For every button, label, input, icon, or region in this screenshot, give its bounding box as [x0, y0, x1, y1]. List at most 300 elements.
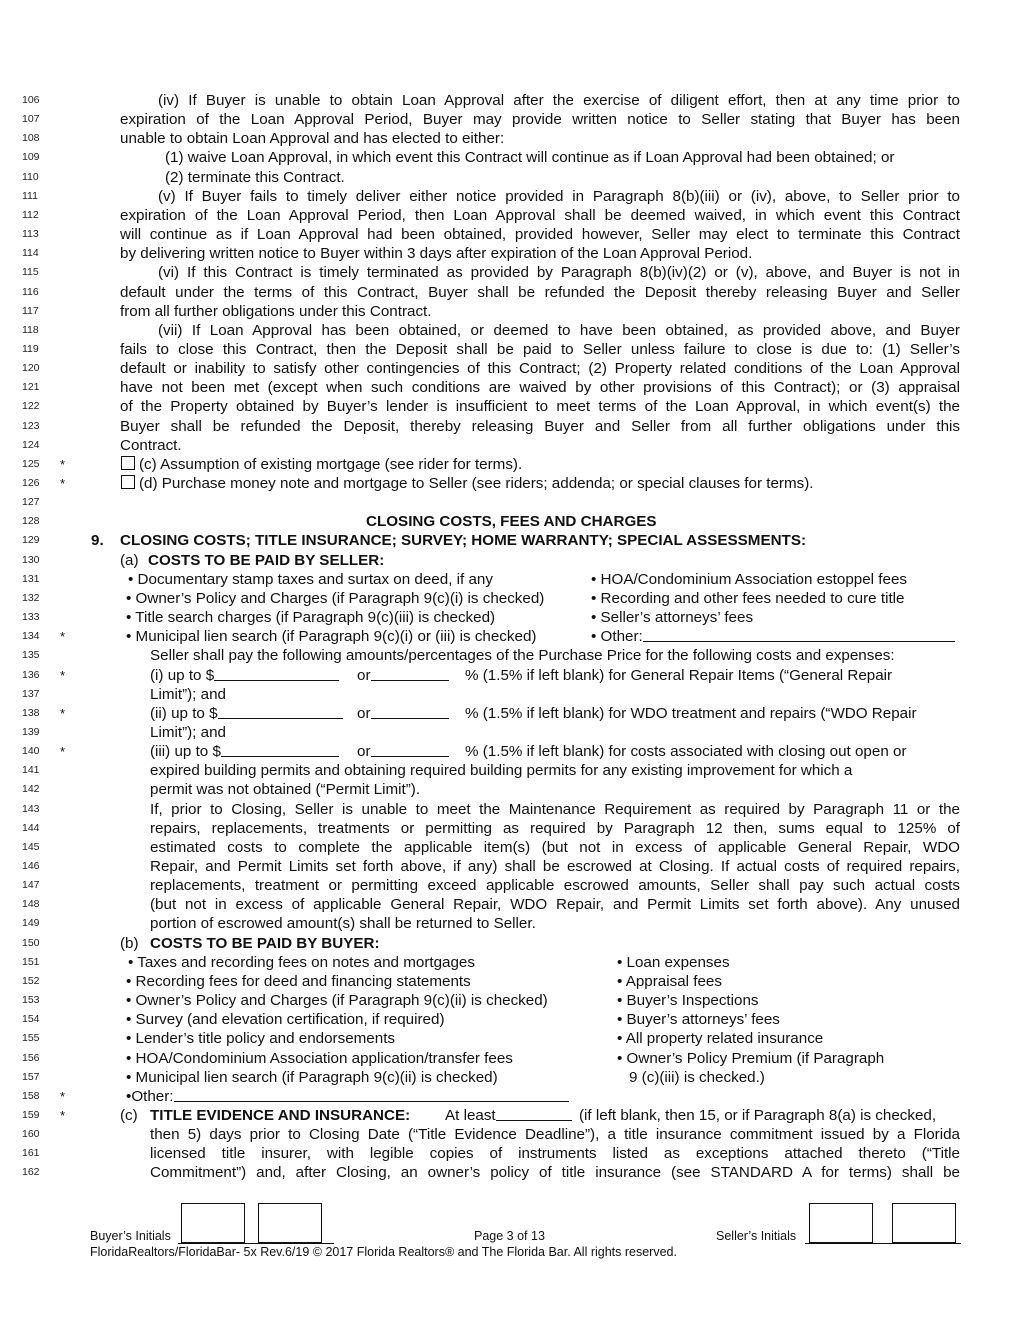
- line-segment: [126, 589, 544, 608]
- buyers-initials-label: Buyer’s Initials: [90, 1229, 171, 1243]
- line-text: or: [357, 666, 371, 684]
- document-line: [0, 417, 1020, 436]
- buyer-initials-box-2[interactable]: [258, 1203, 322, 1243]
- document-line: [0, 761, 1020, 780]
- document-line: [0, 129, 1020, 148]
- document-line: [0, 838, 1020, 857]
- line-segment: [120, 340, 960, 359]
- line-segment: [120, 225, 960, 244]
- line-text: portion of escrowed amount(s) shall be returned to Seller.: [150, 915, 536, 933]
- document-line: [0, 1144, 1020, 1163]
- line-segment: [629, 1068, 765, 1087]
- line-text: • Buyer’s attorneys’ fees: [617, 1011, 780, 1029]
- document-line: [0, 168, 1020, 187]
- line-number: 130: [22, 553, 40, 566]
- line-segment: [591, 589, 905, 608]
- line-text: fails to close this Contract, then the Deposit shall be paid to Seller unless failure to close is due to: (1) Seller’s: [120, 340, 960, 358]
- line-text: • Title search charges (if Paragraph 9(c)(iii) is checked): [126, 609, 496, 627]
- line-segment: [150, 1163, 960, 1182]
- line-text: have not been met (except when such conditions are waived by other provisions of this Contract); or (3) appraisal: [120, 379, 960, 397]
- line-segment: [120, 129, 504, 148]
- line-text: Limit”); and: [150, 685, 226, 703]
- line-text: (a): [120, 551, 139, 569]
- document-line: [0, 91, 1020, 110]
- document-line: [0, 666, 1020, 685]
- line-text: • Buyer’s Inspections: [617, 992, 759, 1010]
- line-number: 128: [22, 515, 40, 528]
- line-text: will continue as if Loan Approval had been obtained, provided however, Seller may elect to terminate this Contract: [120, 226, 960, 244]
- line-segment: [150, 895, 960, 914]
- document-line: [0, 283, 1020, 302]
- line-segment: [165, 148, 894, 167]
- document-line: [0, 436, 1020, 455]
- line-segment: [126, 1029, 395, 1048]
- line-number: 110: [22, 170, 39, 183]
- line-number: 156: [22, 1051, 40, 1064]
- line-segment: [591, 627, 955, 646]
- line-text: • Other:: [591, 628, 643, 646]
- copyright-line: FloridaRealtors/FloridaBar- 5x Rev.6/19 © 2017 Florida Realtors® and The Florida Bar. All rights reserved.: [90, 1245, 677, 1259]
- document-line: [0, 646, 1020, 665]
- line-text: (1) waive Loan Approval, in which event this Contract will continue as if Loan Approval had been obtained; or: [165, 149, 895, 167]
- document-line: [0, 512, 1020, 531]
- line-text: • Loan expenses: [617, 953, 730, 971]
- line-number: 134: [22, 630, 40, 643]
- line-segment: [158, 187, 960, 206]
- line-number: 157: [22, 1070, 40, 1083]
- line-star-marker: *: [60, 705, 66, 721]
- line-segment: [126, 1087, 569, 1106]
- line-segment: [150, 1125, 960, 1144]
- line-text: (but not in excess of applicable General Repair, WDO Repair, and Permit Limits set forth above). Any unused: [150, 896, 960, 914]
- line-text: replacements, treatment or permitting exceed applicable escrowed amounts, Seller shall pay such actual costs: [150, 877, 960, 895]
- line-text: then 5) days prior to Closing Date (“Title Evidence Deadline”), a title insurance commitment issued by a Florida: [150, 1126, 960, 1144]
- line-text: COSTS TO BE PAID BY BUYER:: [150, 934, 380, 952]
- line-text: • HOA/Condominium Association application/transfer fees: [126, 1049, 513, 1067]
- line-text: or: [357, 743, 371, 761]
- line-segment: [158, 263, 960, 282]
- line-text: • Taxes and recording fees on notes and mortgages: [128, 953, 475, 971]
- document-line: [0, 244, 1020, 263]
- document-line: [0, 685, 1020, 704]
- line-text: Buyer shall be refunded the Deposit, thereby releasing Buyer and Seller from all further obligations under this: [120, 417, 960, 435]
- line-segment: [120, 551, 139, 570]
- line-text: •Other:: [126, 1087, 174, 1105]
- line-number: 141: [22, 764, 40, 777]
- line-number: 112: [22, 208, 39, 221]
- document-line: [0, 1087, 1020, 1106]
- line-segment: [126, 1068, 498, 1087]
- document-line: [0, 895, 1020, 914]
- line-segment: [150, 780, 420, 799]
- checkbox[interactable]: [121, 475, 135, 489]
- line-number: 131: [22, 572, 40, 585]
- line-number: 132: [22, 591, 40, 604]
- line-number: 120: [22, 362, 40, 375]
- sellers-initials-underline: [805, 1243, 961, 1244]
- line-segment: [126, 627, 536, 646]
- line-number: 121: [22, 381, 40, 394]
- line-segment: [617, 1010, 780, 1029]
- line-text: • Owner’s Policy and Charges (if Paragraph 9(c)(ii) is checked): [126, 992, 548, 1010]
- document-line: [0, 876, 1020, 895]
- line-number: 146: [22, 860, 40, 872]
- fill-in-blank[interactable]: [371, 704, 449, 719]
- document-line: [0, 914, 1020, 933]
- line-segment: [128, 953, 475, 972]
- line-text: unable to obtain Loan Approval and has elected to either:: [120, 130, 505, 148]
- line-star-marker: *: [60, 629, 66, 645]
- line-number: 162: [22, 1166, 40, 1179]
- document-line: [0, 474, 1020, 493]
- line-segment: [126, 972, 471, 991]
- line-text: Limit”); and: [150, 723, 226, 741]
- line-number: 150: [22, 936, 40, 949]
- line-segment: [150, 723, 226, 742]
- document-line: [0, 570, 1020, 589]
- line-number: 118: [22, 323, 39, 336]
- line-text: expired building permits and obtaining required building permits for any existing improvement for which a: [150, 762, 853, 780]
- document-line: [0, 780, 1020, 799]
- line-segment: [150, 876, 960, 895]
- line-text: (if left blank, then 15, or if Paragraph 8(a) is checked,: [579, 1106, 937, 1124]
- line-segment: [357, 666, 449, 685]
- line-segment: [91, 531, 104, 550]
- fill-in-blank[interactable]: [218, 704, 343, 719]
- line-text: repairs, replacements, treatments or permitting as required by Paragraph 12 then, sums equal to 125% of: [150, 819, 960, 837]
- document-line: [0, 225, 1020, 244]
- line-star-marker: *: [60, 667, 66, 683]
- line-text: of the Property obtained by Buyer’s lender is insufficient to meet terms of the Loan Approval, in which event(s) the: [120, 398, 960, 416]
- line-segment: [150, 685, 226, 704]
- buyers-initials-underline: [178, 1243, 334, 1244]
- line-segment: [617, 972, 722, 991]
- line-text: (d) Purchase money note and mortgage to Seller (see riders; addenda; or special clauses for terms).: [139, 475, 814, 492]
- line-segment: [465, 666, 892, 685]
- line-text: (vi) If this Contract is timely terminated as provided by Paragraph 8(b)(iv)(2) or (v), above, and Buyer is not in: [158, 264, 960, 282]
- line-segment: [128, 570, 493, 589]
- line-text: 9.: [91, 532, 104, 550]
- line-segment: [126, 1049, 513, 1068]
- line-text: 9 (c)(iii) is checked.): [629, 1068, 765, 1086]
- line-number: 147: [22, 879, 40, 892]
- document-line: [0, 627, 1020, 646]
- line-segment: [445, 1106, 572, 1125]
- line-text: (v) If Buyer fails to timely deliver either notice provided in Paragraph 8(b)(iii) or (iv), above, to Seller prior to: [158, 187, 960, 205]
- line-number: 115: [22, 266, 39, 279]
- line-text: COSTS TO BE PAID BY SELLER:: [148, 551, 385, 569]
- line-text: • Municipal lien search (if Paragraph 9(c)(ii) is checked): [126, 1068, 498, 1086]
- line-segment: [120, 397, 960, 416]
- line-star-marker: *: [60, 744, 66, 760]
- line-text: estimated costs to complete the applicable item(s) (but not in excess of applicable General Repair, WDO: [150, 838, 960, 856]
- document-line: [0, 819, 1020, 838]
- line-segment: [150, 838, 960, 857]
- document-line: [0, 340, 1020, 359]
- line-text: (b): [120, 934, 139, 952]
- line-star-marker: *: [60, 456, 66, 472]
- document-line: [0, 378, 1020, 397]
- document-line: [0, 723, 1020, 742]
- line-segment: [591, 570, 907, 589]
- document-line: [0, 742, 1020, 761]
- line-number: 152: [22, 974, 40, 987]
- line-text: At least: [445, 1106, 496, 1124]
- line-number: 154: [22, 1013, 40, 1026]
- line-segment: [120, 244, 752, 263]
- document-line: [0, 1125, 1020, 1144]
- line-segment: [126, 1010, 445, 1029]
- buyer-initials-box-1[interactable]: [181, 1203, 245, 1243]
- line-text: % (1.5% if left blank) for WDO treatment and repairs (“WDO Repair: [465, 704, 917, 722]
- line-segment: [579, 1106, 936, 1125]
- line-number: 129: [22, 534, 40, 547]
- line-segment: [120, 1106, 138, 1125]
- line-number: 122: [22, 400, 40, 413]
- line-segment: [150, 800, 960, 819]
- line-segment: [120, 359, 960, 378]
- line-segment: [591, 608, 753, 627]
- fill-in-blank[interactable]: [214, 666, 339, 681]
- line-text: or: [357, 704, 371, 722]
- line-number: 136: [22, 668, 40, 681]
- line-segment: [617, 1049, 884, 1068]
- document-line: [0, 1106, 1020, 1125]
- line-segment: [150, 914, 536, 933]
- line-text: (c): [120, 1106, 138, 1124]
- line-text: by delivering written notice to Buyer within 3 days after expiration of the Loan Approval Period.: [120, 245, 753, 263]
- document-line: [0, 991, 1020, 1010]
- document-line: [0, 589, 1020, 608]
- line-text: Repair, and Permit Limits set forth above, if any) shall be escrowed at Closing. If actual costs of required repairs,: [150, 858, 960, 875]
- document-line: [0, 857, 1020, 876]
- document-line: [0, 1163, 1020, 1182]
- line-segment: [357, 704, 449, 723]
- line-segment: [120, 283, 960, 302]
- line-text: expiration of the Loan Approval Period, Buyer may provide written notice to Seller stating that Buyer has been: [120, 111, 960, 129]
- line-number: 106: [22, 94, 40, 106]
- line-text: • Recording fees for deed and financing statements: [126, 972, 471, 990]
- line-number: 137: [22, 687, 40, 700]
- fill-in-blank[interactable]: [496, 1106, 572, 1121]
- line-segment: [617, 991, 759, 1010]
- line-text: • Seller’s attorneys’ fees: [591, 609, 754, 627]
- document-line: [0, 455, 1020, 474]
- line-segment: [617, 953, 730, 972]
- fill-in-blank[interactable]: [371, 742, 449, 757]
- line-number: 153: [22, 994, 40, 1007]
- line-number: 161: [22, 1147, 40, 1160]
- document-line: [0, 148, 1020, 167]
- line-number: 139: [22, 725, 40, 738]
- line-number: 138: [22, 706, 40, 719]
- line-text: If, prior to Closing, Seller is unable to meet the Maintenance Requirement as required by Paragraph 11 or the: [150, 800, 960, 818]
- line-segment: [150, 1106, 410, 1125]
- line-text: (iii) up to $: [150, 743, 221, 761]
- document-line: [0, 263, 1020, 282]
- sellers-initials-label: Seller’s Initials: [716, 1229, 797, 1243]
- document-line: [0, 551, 1020, 570]
- seller-initials-box-2[interactable]: [892, 1203, 956, 1243]
- line-star-marker: *: [60, 476, 66, 491]
- document-line: [0, 1010, 1020, 1029]
- line-number: 126: [22, 477, 40, 489]
- line-text: • Appraisal fees: [617, 972, 722, 990]
- line-text: Contract.: [120, 436, 182, 454]
- document-line: [0, 1068, 1020, 1087]
- line-segment: [148, 551, 384, 570]
- line-segment: [150, 666, 339, 685]
- line-number: 125: [22, 457, 40, 470]
- document-line: [0, 934, 1020, 953]
- line-number: 142: [22, 783, 40, 796]
- document-line: [0, 531, 1020, 550]
- page-number: Page 3 of 13: [474, 1229, 545, 1243]
- line-text: (iv) If Buyer is unable to obtain Loan Approval after the exercise of diligent effort, then at any time prior to: [158, 92, 960, 109]
- line-number: 144: [22, 821, 40, 834]
- line-text: (ii) up to $: [150, 704, 218, 722]
- line-text: • HOA/Condominium Association estoppel fees: [591, 570, 907, 588]
- line-number: 155: [22, 1032, 40, 1045]
- fill-in-blank[interactable]: [371, 666, 449, 681]
- line-segment: [126, 991, 548, 1010]
- document-line: [0, 972, 1020, 991]
- document-line: [0, 397, 1020, 416]
- line-text: licensed title insurer, with legible copies of instruments listed as exceptions attached thereto (“Title: [150, 1145, 960, 1163]
- line-text: CLOSING COSTS; TITLE INSURANCE; SURVEY; HOME WARRANTY; SPECIAL ASSESSMENTS:: [120, 532, 807, 550]
- line-segment: [617, 1029, 823, 1048]
- line-segment: [165, 168, 345, 187]
- line-text: CLOSING COSTS, FEES AND CHARGES: [366, 513, 657, 531]
- seller-initials-box-1[interactable]: [809, 1203, 873, 1243]
- line-text: % (1.5% if left blank) for General Repair Items (“General Repair: [465, 666, 893, 684]
- line-star-marker: *: [60, 1107, 66, 1123]
- line-text: • Owner’s Policy Premium (if Paragraph: [617, 1049, 885, 1067]
- document-line: [0, 704, 1020, 723]
- document-line: [0, 800, 1020, 819]
- line-number: 127: [22, 496, 40, 509]
- document-line: [0, 608, 1020, 627]
- line-text: • All property related insurance: [617, 1030, 824, 1048]
- line-number: 149: [22, 917, 40, 930]
- line-segment: [150, 934, 380, 953]
- line-number: 108: [22, 132, 40, 145]
- line-segment: [120, 934, 139, 953]
- fill-in-blank[interactable]: [221, 742, 339, 757]
- line-segment: [150, 646, 895, 665]
- line-number: 148: [22, 898, 40, 911]
- fill-in-blank[interactable]: [174, 1087, 569, 1102]
- line-segment: [150, 857, 960, 876]
- line-number: 159: [22, 1108, 40, 1121]
- line-text: (vii) If Loan Approval has been obtained, or deemed to have been obtained, as provided above, and Buyer: [158, 321, 960, 339]
- line-text: default under the terms of this Contract, Buyer shall be refunded the Deposit thereby releasing Buyer and Seller: [120, 283, 960, 301]
- line-text: (c) Assumption of existing mortgage (see rider for terms).: [139, 455, 523, 473]
- line-number: 119: [22, 342, 39, 355]
- line-number: 109: [22, 151, 40, 164]
- line-number: 113: [22, 228, 39, 241]
- line-text: TITLE EVIDENCE AND INSURANCE:: [150, 1106, 411, 1124]
- line-segment: [158, 321, 960, 340]
- document-line: [0, 493, 1020, 512]
- document-line: [0, 1029, 1020, 1048]
- line-number: 160: [22, 1128, 40, 1141]
- line-segment: [121, 455, 522, 474]
- line-segment: [120, 378, 960, 397]
- line-text: from all further obligations under this Contract.: [120, 302, 432, 320]
- line-number: 114: [22, 247, 39, 260]
- line-text: Seller shall pay the following amounts/percentages of the Purchase Price for the following costs and expenses:: [150, 647, 895, 665]
- document-line: [0, 359, 1020, 378]
- line-number: 117: [22, 304, 39, 317]
- line-number: 145: [22, 840, 40, 853]
- line-segment: [121, 474, 814, 493]
- line-number: 116: [22, 285, 39, 298]
- line-text: (2) terminate this Contract.: [165, 168, 345, 186]
- line-segment: [150, 704, 343, 723]
- line-segment: [465, 742, 907, 761]
- line-text: % (1.5% if left blank) for costs associated with closing out open or: [465, 743, 907, 761]
- line-text: default or inability to satisfy other contingencies of this Contract; (2) Property related conditions of the Loan Approval: [120, 360, 960, 378]
- line-number: 158: [22, 1089, 40, 1102]
- line-segment: [120, 110, 960, 129]
- line-number: 135: [22, 649, 40, 662]
- line-segment: [150, 1144, 960, 1163]
- line-segment: [357, 742, 449, 761]
- line-number: 111: [22, 189, 38, 202]
- document-line: [0, 110, 1020, 129]
- line-text: • Documentary stamp taxes and surtax on deed, if any: [128, 570, 493, 588]
- checkbox[interactable]: [121, 456, 135, 470]
- line-segment: [150, 819, 960, 838]
- line-number: 151: [22, 955, 40, 968]
- line-segment: [120, 302, 432, 321]
- document-line: [0, 302, 1020, 321]
- document-line: [0, 206, 1020, 225]
- line-number: 124: [22, 438, 40, 451]
- line-number: 140: [22, 745, 40, 758]
- line-segment: [120, 436, 182, 455]
- line-segment: [120, 531, 806, 550]
- line-segment: [366, 512, 657, 531]
- document-line: [0, 953, 1020, 972]
- line-text: Commitment”) and, after Closing, an owner’s policy of title insurance (see STANDARD A for terms) shall be: [150, 1164, 960, 1182]
- line-number: 107: [22, 113, 40, 126]
- line-text: expiration of the Loan Approval Period, then Loan Approval shall be deemed waived, in which event this Contract: [120, 206, 960, 224]
- document-line: [0, 321, 1020, 340]
- document-line: [0, 187, 1020, 206]
- line-text: • Lender’s title policy and endorsements: [126, 1030, 396, 1048]
- line-segment: [150, 742, 339, 761]
- fill-in-blank[interactable]: [643, 627, 955, 642]
- line-number: 143: [22, 802, 40, 815]
- line-segment: [126, 608, 495, 627]
- line-text: • Owner’s Policy and Charges (if Paragraph 9(c)(i) is checked): [126, 589, 545, 607]
- line-number: 133: [22, 611, 40, 624]
- line-segment: [150, 761, 852, 780]
- line-star-marker: *: [60, 1088, 66, 1104]
- line-text: • Recording and other fees needed to cure title: [591, 589, 905, 607]
- line-segment: [465, 704, 917, 723]
- line-segment: [120, 417, 960, 436]
- line-text: (i) up to $: [150, 666, 215, 684]
- line-segment: [158, 91, 960, 110]
- line-segment: [120, 206, 960, 225]
- line-number: 123: [22, 419, 40, 432]
- line-text: • Survey (and elevation certification, if required): [126, 1011, 445, 1029]
- document-line: [0, 1049, 1020, 1068]
- line-text: permit was not obtained (“Permit Limit”).: [150, 781, 421, 799]
